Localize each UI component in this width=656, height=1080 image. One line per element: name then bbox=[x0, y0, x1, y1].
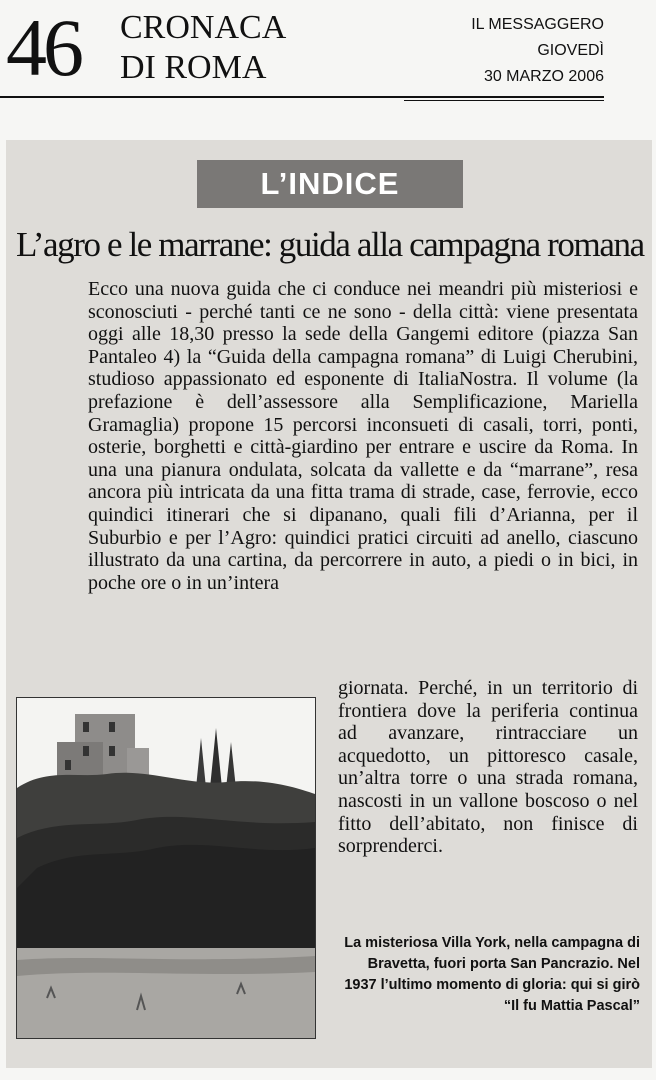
villa-york-image bbox=[17, 698, 315, 1038]
article-body: Ecco una nuova guida che ci conduce nei meandri più misteriosi e sconosciuti - perché tanti ce ne sono - della città: viene presentata oggi alle 18,30 presso la sede della Gangemi editore (piazza San Pantaleo 4) la “Guida della campagna romana” di Luigi Cherubini, studioso appassionato ed esponente di ItaliaNostra. Il volume (la prefazione è dell’assessore alla Semplificazione, Mariella Gramaglia) propone 15 percorsi inconsueti di casali, torri, ponti, osterie, borghetti e città-giardino per entrare e uscire da Roma. In una una pianura ondulata, solcata da vallette e da “marrane”, resa ancora più intricata da una fitta trama di strade, case, ferrovie, ecco quindici itinerari che si dipanano, quali fili d’Arianna, per il Suburbio e per l’Agro: quindici pratici circuiti ad anello, ciascuno illustrato da una cartina, da percorrere in auto, a piedi o in bici, in poche ore o in un’intera bbox=[88, 278, 638, 594]
section-title-line-1: CRONACA bbox=[120, 9, 287, 46]
issue-date: 30 MARZO 2006 bbox=[483, 68, 604, 85]
article-body-continued: giornata. Perché, in un territorio di frontiera dove la periferia continua ad avanzare, rintracciare un acquedotto, un pittoresco casale, un’altra torre o una strada romana, nascosti in un vallone boscoso o nel fitto dell’abitato, non finisce di sorprenderci. bbox=[338, 677, 638, 858]
weekday: GIOVEDÌ bbox=[537, 42, 604, 59]
section-title-line-2: DI ROMA bbox=[120, 49, 267, 86]
kicker-label: L’INDICE bbox=[197, 160, 463, 208]
photo-villa-york bbox=[16, 697, 316, 1039]
headline: L’agro e le marrane: guida alla campagna romana bbox=[16, 225, 644, 264]
section-title bbox=[120, 8, 286, 88]
publication-info bbox=[471, 12, 604, 90]
article-clipping bbox=[6, 140, 652, 1068]
masthead bbox=[0, 0, 656, 110]
newspaper-name: IL MESSAGGERO bbox=[471, 16, 604, 33]
masthead-rule bbox=[0, 96, 604, 98]
page-number: 46 bbox=[6, 2, 80, 93]
masthead-sub-rule bbox=[404, 100, 604, 101]
photo-caption: La misteriosa Villa York, nella campagna di Bravetta, fuori porta San Pancrazio. Nel 1937 l’ultimo momento di gloria: qui si girò “Il fu Mattia Pascal” bbox=[344, 935, 640, 1014]
